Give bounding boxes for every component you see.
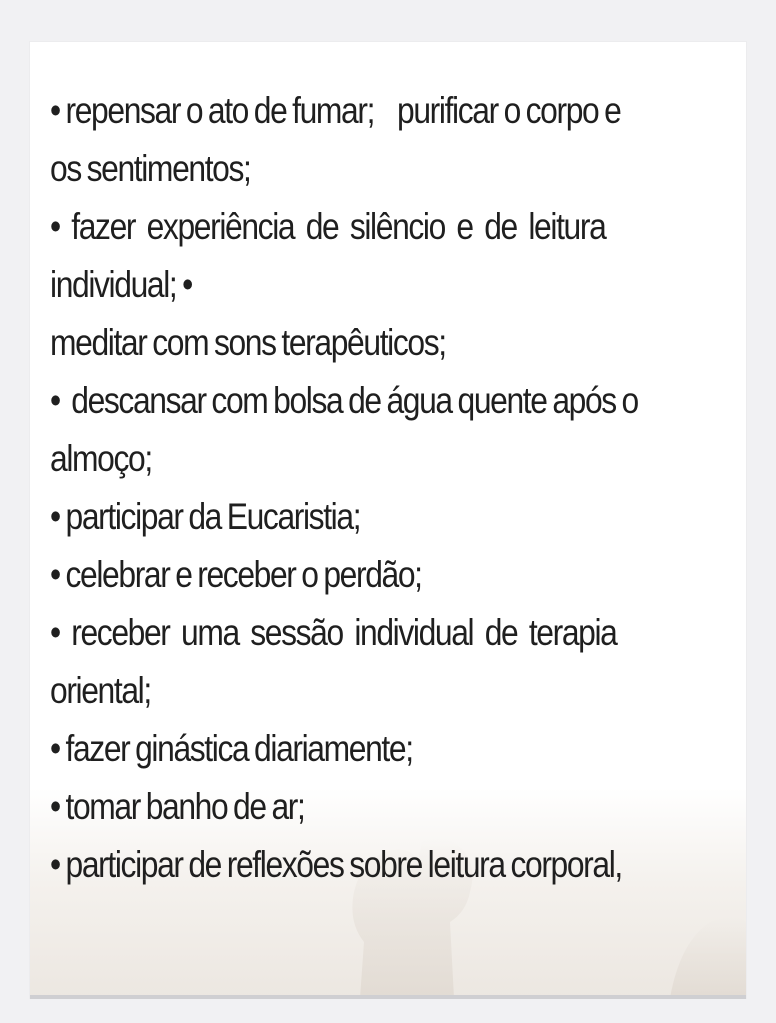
text-line-6: • descansar com bolsa de água quente após o bbox=[50, 380, 638, 421]
bullet-text-block bbox=[50, 82, 725, 894]
card-bottom-edge bbox=[30, 995, 746, 999]
text-line-13: • tomar banho de ar; bbox=[50, 786, 305, 827]
text-line-10: • receber uma sessão individual de terapia bbox=[50, 612, 617, 653]
text-line-1: • repensar o ato de fumar; purificar o corpo e bbox=[50, 90, 621, 131]
document-card bbox=[30, 42, 746, 998]
text-line-7: almoço; bbox=[50, 438, 152, 479]
text-line-12: • fazer ginástica diariamente; bbox=[50, 728, 413, 769]
text-line-11: oriental; bbox=[50, 670, 151, 711]
text-line-4: individual; • bbox=[50, 264, 192, 305]
text-line-8: • participar da Eucaristia; bbox=[50, 496, 361, 537]
text-line-5: meditar com sons terapêuticos; bbox=[50, 322, 446, 363]
text-line-3: • fazer experiência de silêncio e de leitura bbox=[50, 206, 606, 247]
text-line-2: os sentimentos; bbox=[50, 148, 251, 189]
text-line-14: • participar de reflexões sobre leitura corporal, bbox=[50, 844, 622, 885]
text-line-9: • celebrar e receber o perdão; bbox=[50, 554, 422, 595]
